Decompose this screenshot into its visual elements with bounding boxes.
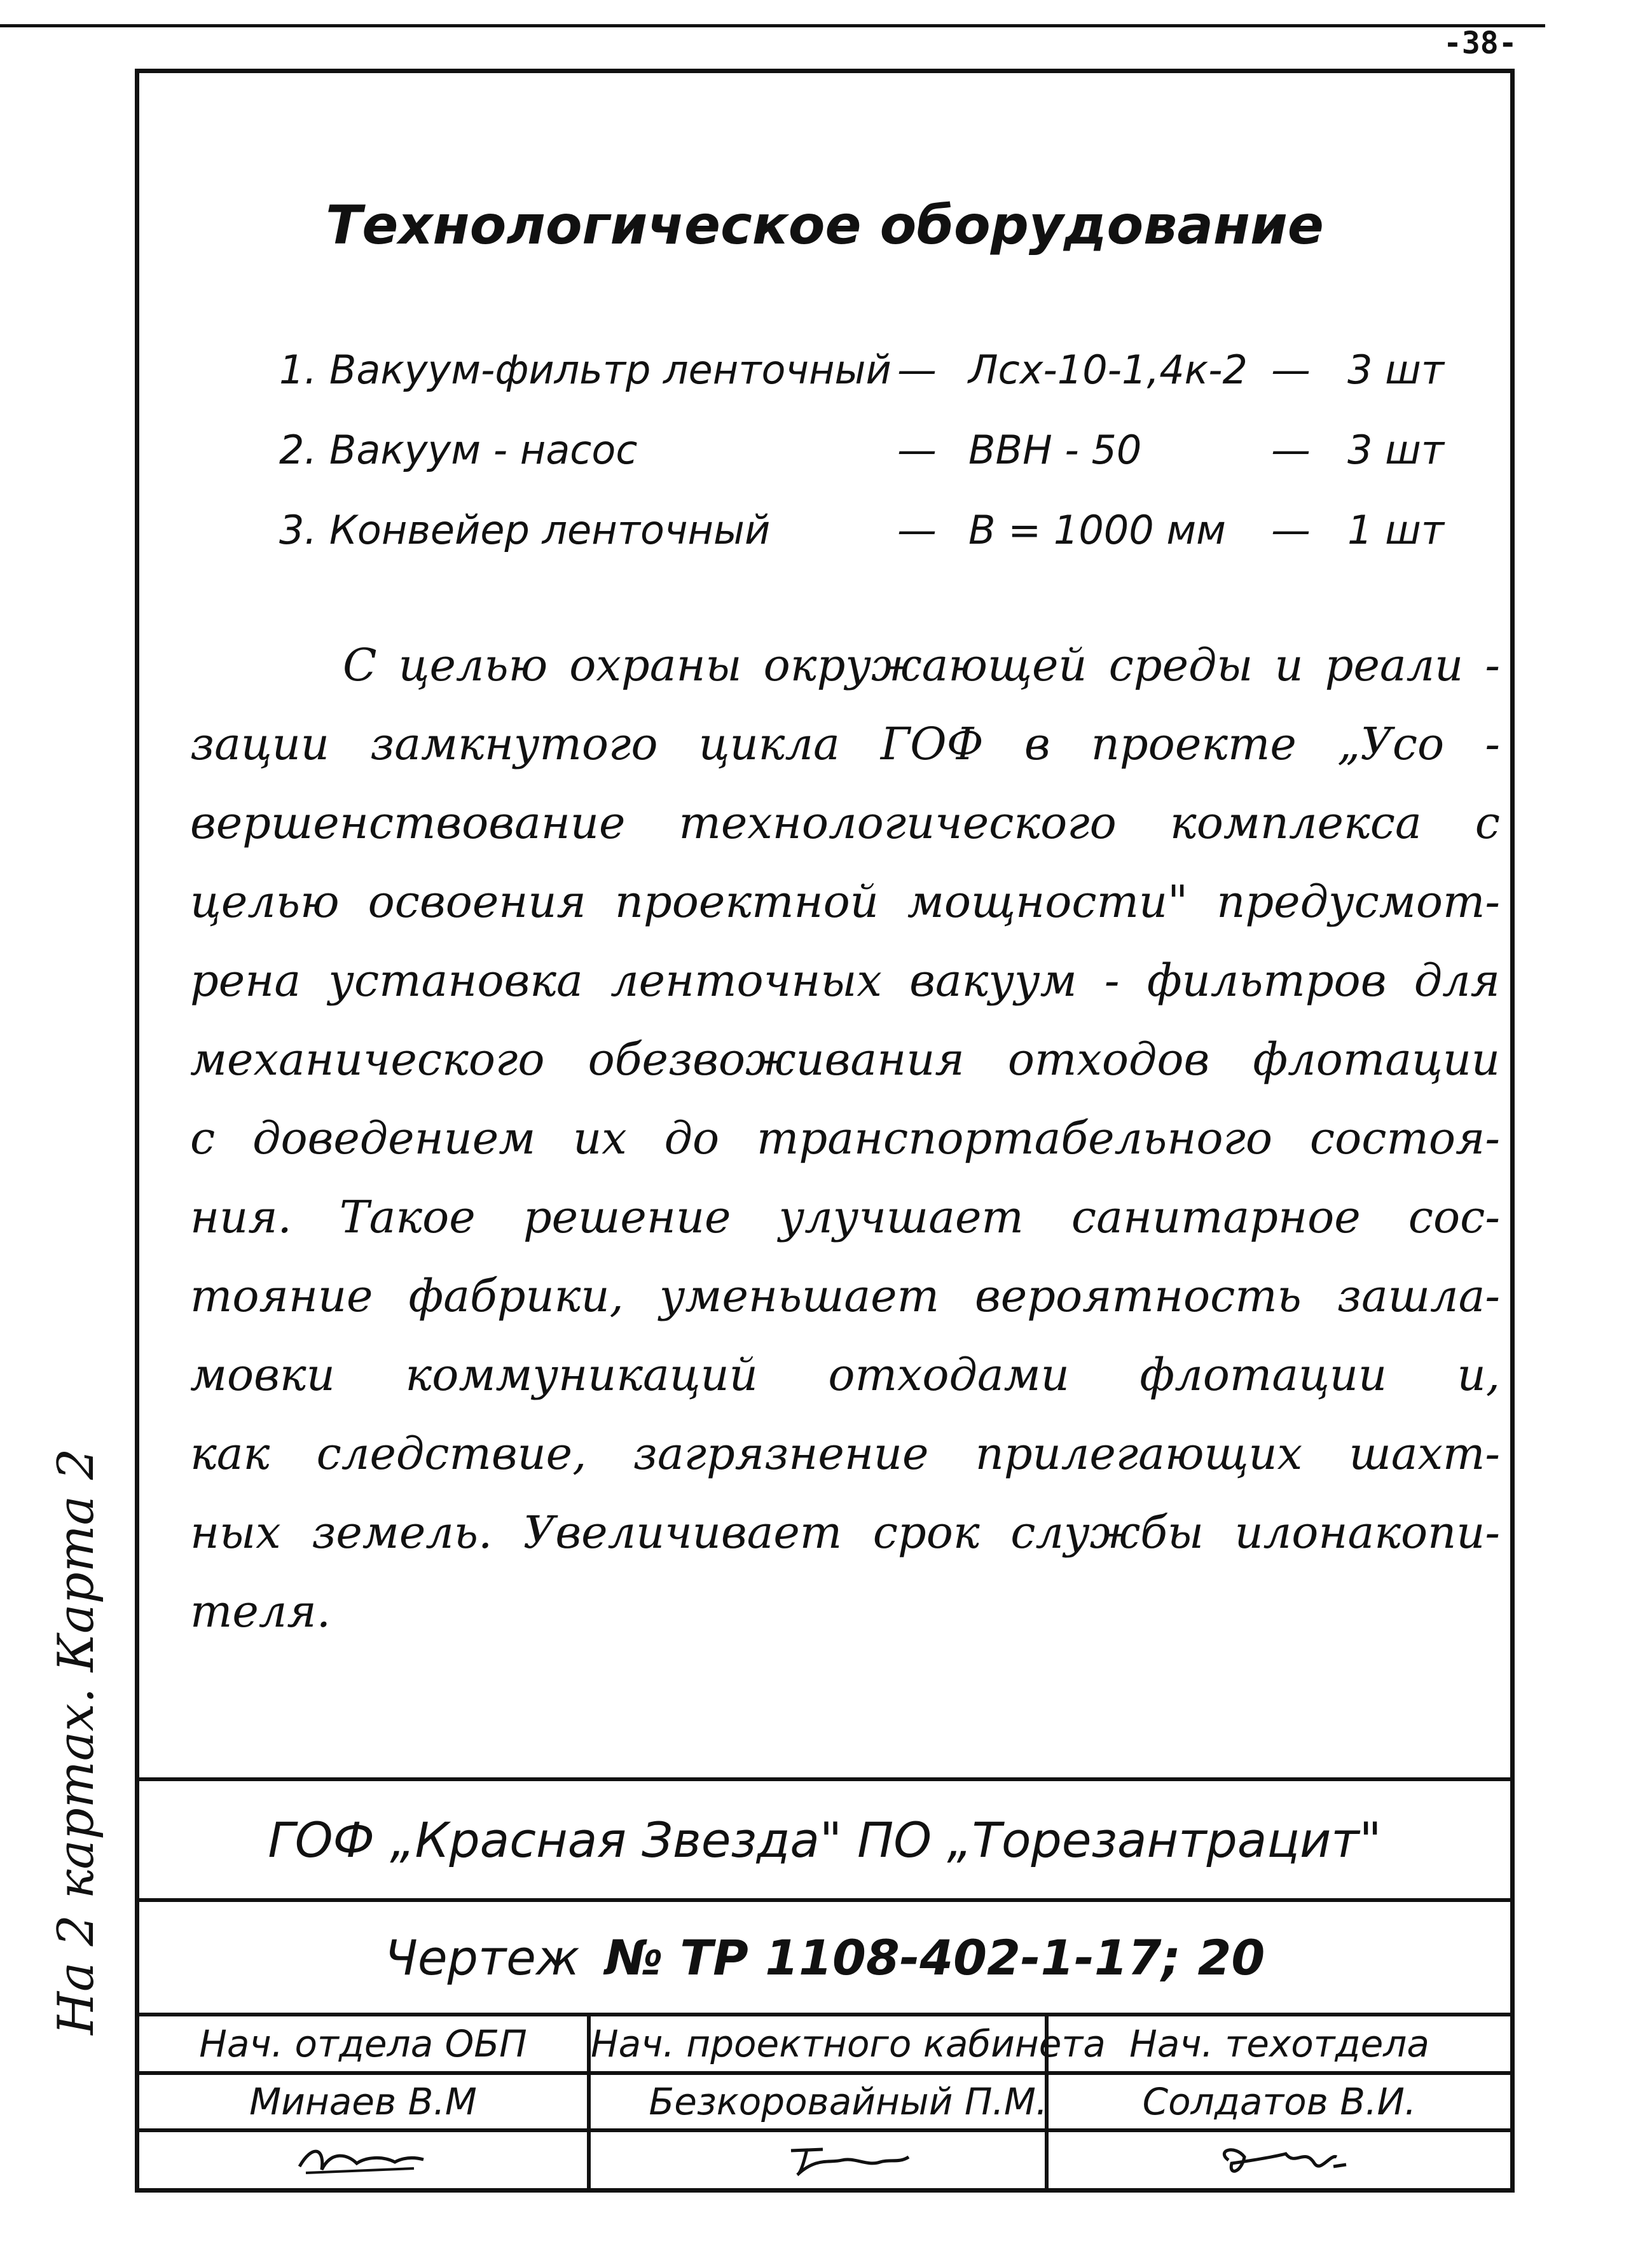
page-title: Технологическое оборудование: [326, 194, 1324, 256]
side-note: На 2 картах. Карта 2: [48, 1448, 105, 2035]
drawing-label: Чертеж: [384, 1929, 580, 1986]
signatory-cell: [591, 2016, 1106, 2188]
list-item: [279, 347, 1487, 427]
paragraph-line: механического обезвоживания отходов флотации: [190, 1033, 1500, 1085]
equipment-model: Лсх-10-1,4к-2: [968, 347, 1248, 393]
equipment-name: 1. Вакуум-фильтр ленточный: [279, 347, 891, 393]
list-item: [279, 427, 1487, 507]
paragraph-line: мовки коммуникаций отходами флотации и,: [190, 1349, 1500, 1401]
paragraph-line: тояние фабрики, уменьшает вероятность зашла-: [190, 1270, 1500, 1322]
page-number: -38-: [1443, 25, 1517, 61]
equipment-dash: —: [897, 427, 937, 473]
document-frame: [135, 69, 1515, 2193]
paragraph-line: ных земель. Увеличивает срок службы илонакопи-: [190, 1506, 1500, 1559]
body-paragraph: [190, 639, 1500, 1664]
paragraph-line: с доведением их до транспортабельного состоя-: [190, 1112, 1500, 1164]
signatory-role: Нач. отдела ОБП: [139, 2016, 587, 2075]
list-item: [279, 507, 1487, 587]
signatory-cell: [139, 2016, 591, 2188]
equipment-list: [279, 347, 1487, 587]
paragraph-line: теля.: [190, 1585, 331, 1637]
equipment-dash: —: [1271, 427, 1311, 473]
equipment-dash: —: [1271, 507, 1311, 553]
equipment-name: 3. Конвейер ленточный: [279, 507, 771, 553]
organization-name: ГОФ „Красная Звезда" ПО „Торезантрацит": [139, 1781, 1510, 1902]
signatory-role: Нач. проектного кабинета: [591, 2016, 1106, 2075]
signatures-table: [139, 2016, 1510, 2188]
signatory-name: Безкоровайный П.М.: [591, 2075, 1106, 2132]
paragraph-line: целью освоения проектной мощности" предусмот-: [190, 876, 1500, 928]
top-rule: [0, 24, 1545, 27]
title-block: [139, 1777, 1510, 2188]
equipment-name: 2. Вакуум - насос: [279, 427, 638, 473]
equipment-model: ВВН - 50: [968, 427, 1142, 473]
paragraph-line: ния. Такое решение улучшает санитарное сос-: [190, 1191, 1500, 1243]
signatory-role: Нач. техотдела: [1049, 2016, 1510, 2075]
equipment-dash: —: [897, 507, 937, 553]
signatory-cell: [1049, 2016, 1510, 2188]
equipment-qty: 1 шт: [1347, 507, 1445, 553]
equipment-model: В = 1000 мм: [968, 507, 1226, 553]
signatory-name: Солдатов В.И.: [1049, 2075, 1510, 2132]
paragraph-line: С целью охраны окружающей среды и реали -: [343, 639, 1500, 691]
drawing-number: № ТР 1108-402-1-17; 20: [605, 1929, 1265, 1986]
signature-icon: [139, 2132, 587, 2188]
signatory-name: Минаев В.М: [139, 2075, 587, 2132]
signature-icon: [1049, 2132, 1510, 2188]
paragraph-line: как следствие, загрязнение прилегающих шахт-: [190, 1428, 1500, 1480]
equipment-qty: 3 шт: [1347, 347, 1445, 393]
signature-icon: [591, 2132, 1106, 2188]
equipment-qty: 3 шт: [1347, 427, 1445, 473]
paragraph-line: рена установка ленточных вакуум - фильтров для: [190, 954, 1500, 1007]
paragraph-line: зации замкнутого цикла ГОФ в проекте „Усо -: [190, 718, 1500, 770]
drawing-row: [139, 1902, 1510, 2016]
equipment-dash: —: [1271, 347, 1311, 393]
equipment-dash: —: [897, 347, 937, 393]
paragraph-line: вершенствование технологического комплекса с: [190, 797, 1500, 849]
